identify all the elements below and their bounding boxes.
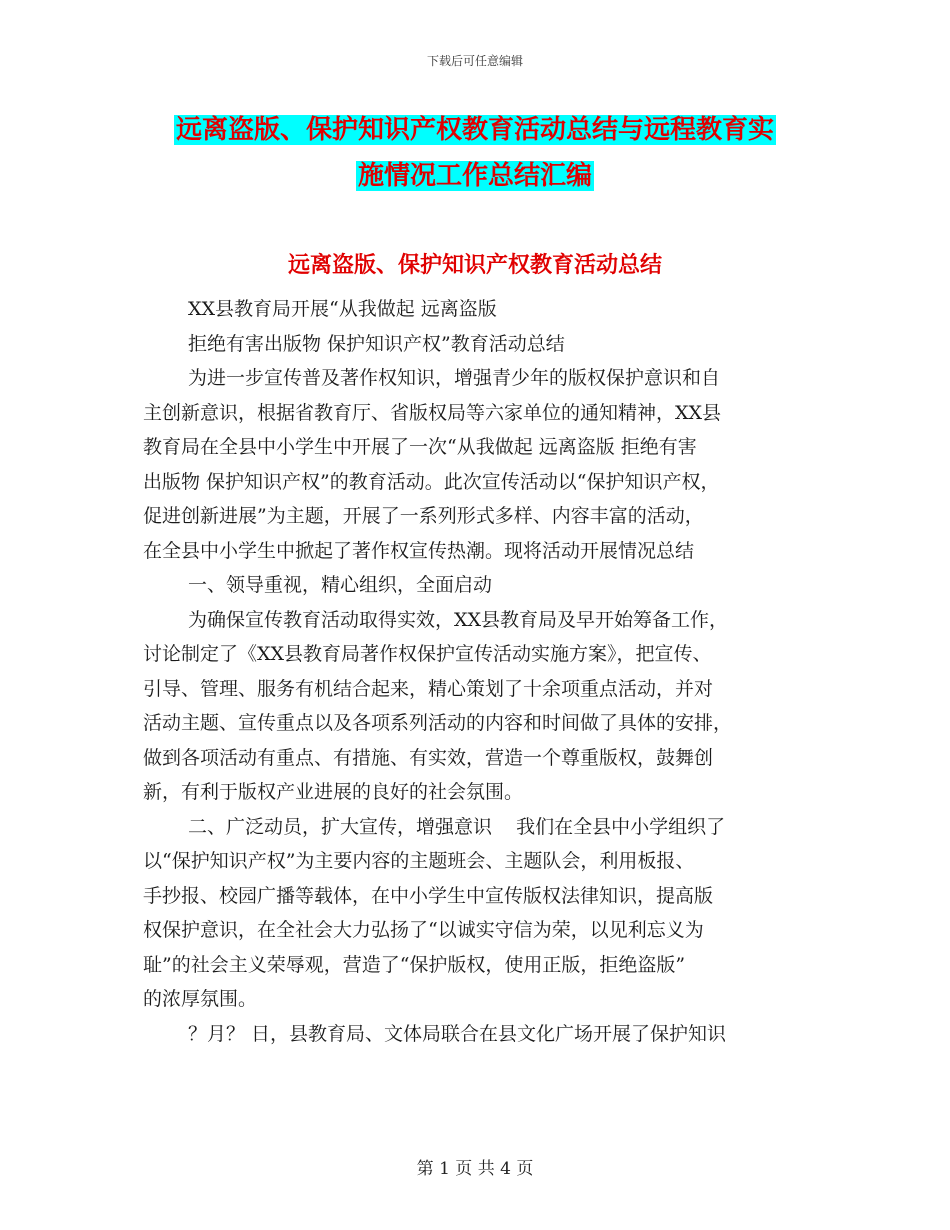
body-line: 为进一步宣传普及著作权知识，增强青少年的版权保护意识和自 [188,367,721,389]
body-line: 权保护意识，在全社会大力弘扬了“以诚实守信为荣，以见利忘义为 [143,919,704,941]
page-header-note: 下载后可任意编辑 [426,54,523,68]
body-line: 促进创新进展”为主题，开展了一系列形式多样、内容丰富的活动， [143,505,704,527]
body-line: 在全县中小学生中掀起了著作权宣传热潮。现将活动开展情况总结 [143,539,695,562]
document-body [143,292,823,1051]
page-number-footer: 第 1 页 共 4 页 [416,1159,534,1179]
body-line: 手抄报、校园广播等载体，在中小学生中宣传版权法律知识，提高版 [143,884,714,907]
body-line: 耻”的社会主义荣辱观，营造了“保护版权，使用正版，拒绝盗版” [143,953,686,976]
section-title: 远离盗版、保护知识产权教育活动总结 [287,253,662,278]
body-line: 主创新意识，根据省教育厅、省版权局等六家单位的通知精神，XX县 [143,401,722,424]
body-line: 拒绝有害出版物 保护知识产权”教育活动总结 [188,332,565,355]
body-line: 的浓厚氛围。 [143,988,258,1010]
body-line: 一、领导重视，精心组织，全面启动 [188,574,493,596]
body-line: 讨论制定了《XX县教育局著作权保护宣传活动实施方案》，把宣传、 [143,643,712,665]
body-line: 二、广泛动员，扩大宣传，增强意识 我们在全县中小学组织了 [188,815,726,838]
body-line: 为确保宣传教育活动取得实效，XX县教育局及早开始筹备工作， [188,608,729,631]
body-line: XX县教育局开展“从我做起 远离盗版 [188,298,497,320]
body-line: 做到各项活动有重点、有措施、有实效，营造一个尊重版权，鼓舞创 [143,746,714,769]
body-line: 新，有利于版权产业进展的良好的社会氛围。 [143,781,524,803]
body-line: 引导、管理、服务有机结合起来，精心策划了十余项重点活动，并对 [143,677,714,700]
body-line: 活动主题、宣传重点以及各项系列活动的内容和时间做了具体的安排， [143,712,733,734]
body-line: 出版物 保护知识产权”的教育活动。此次宣传活动以“保护知识产权， [143,470,720,493]
document-title-line-2: 施情况工作总结汇编 [357,161,592,191]
body-line: 教育局在全县中小学生中开展了一次“从我做起 远离盗版 拒绝有害 [143,436,697,458]
body-line: 以“保护知识产权”为主要内容的主题班会、主题队会，利用板报、 [143,850,695,872]
body-line: ？月？ 日，县教育局、文体局联合在县文化广场开展了保护知识 [188,1022,727,1045]
document-title-line-1: 远离盗版、保护知识产权教育活动总结与远程教育实 [175,115,774,145]
